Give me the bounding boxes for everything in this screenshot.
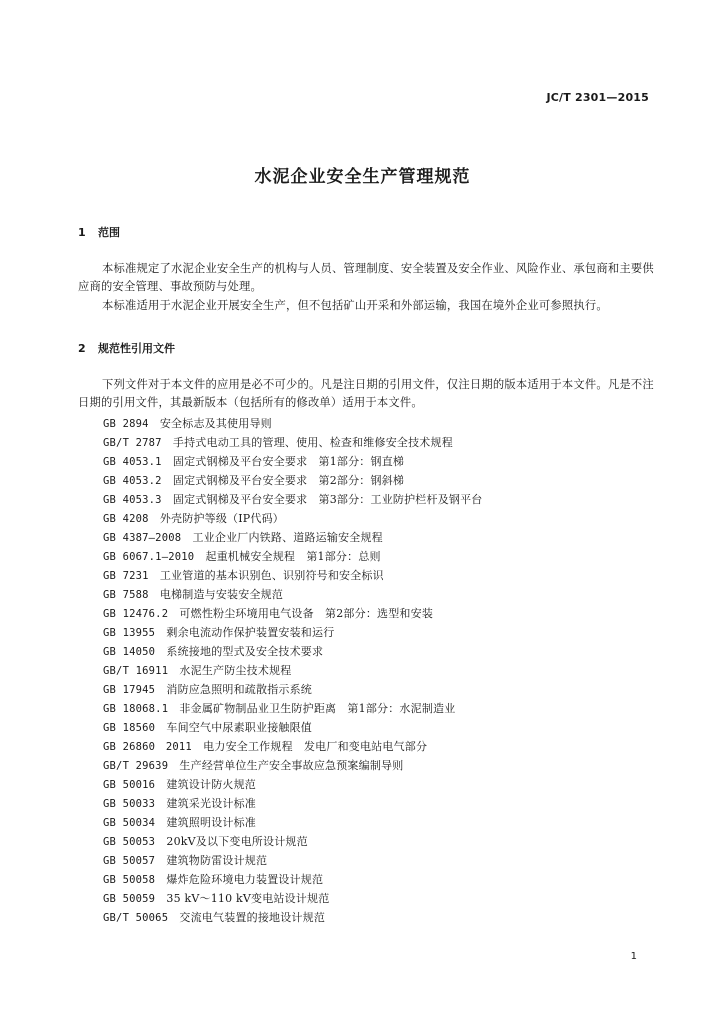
reference-title: 建筑采光设计标准 [166,797,256,810]
reference-separator [168,702,179,715]
reference-separator [155,778,166,791]
reference-code: GB 4053.2 [103,475,162,487]
reference-code: GB/T 2787 [103,437,162,449]
reference-code: GB 4053.1 [103,456,162,468]
reference-title: 建筑物防雷设计规范 [166,854,268,867]
reference-separator [181,531,192,544]
reference-code: GB 50058 [103,874,156,886]
section-heading-scope [78,224,120,240]
reference-title: 起重机械安全规程 第1部分：总则 [205,550,381,563]
document-title: 水泥企业安全生产管理规范 [254,167,471,187]
reference-item [103,566,483,585]
reference-code: GB 50016 [103,779,156,791]
reference-separator [149,588,160,601]
reference-separator [149,512,160,525]
reference-item [103,604,483,623]
reference-item [103,490,483,509]
reference-separator [155,892,166,905]
reference-separator [155,645,166,658]
reference-item [103,832,483,851]
reference-item [103,623,483,642]
reference-code: GB 17945 [103,684,156,696]
reference-item [103,756,483,775]
reference-title: 剩余电流动作保护装置安装和运行 [166,626,335,639]
standard-code: JC/T 2301—2015 [546,91,649,104]
reference-item [103,471,483,490]
reference-title: 外壳防护等级（IP代码） [159,512,285,525]
reference-item [103,699,483,718]
reference-code: GB 26860 2011 [103,741,192,753]
reference-separator [168,607,179,620]
reference-item [103,889,483,908]
reference-title: 系统接地的型式及安全技术要求 [166,645,324,658]
reference-title: 固定式钢梯及平台安全要求 第3部分：工业防护栏杆及钢平台 [172,493,483,506]
reference-separator [155,683,166,696]
reference-code: GB 4387—2008 [103,532,182,544]
reference-separator [155,816,166,829]
reference-title: 交流电气装置的接地设计规范 [179,911,326,924]
reference-item [103,718,483,737]
reference-title: 工业企业厂内铁路、道路运输安全规程 [192,531,383,544]
reference-separator [168,759,179,772]
reference-code: GB 12476.2 [103,608,169,620]
reference-title: 建筑设计防火规范 [166,778,256,791]
reference-title: 手持式电动工具的管理、使用、检查和维修安全技术规程 [172,436,453,449]
reference-code: GB 4208 [103,513,149,525]
reference-separator [162,493,173,506]
reference-code: GB 18068.1 [103,703,169,715]
reference-separator [168,911,179,924]
scope-paragraph-1: 本标准规定了水泥企业安全生产的机构与人员、管理制度、安全装置及安全作业、风险作业、承包商和主要供应商的安全管理、事故预防与处理。 [78,262,654,293]
reference-code: GB 6067.1—2010 [103,551,195,563]
reference-code: GB/T 29639 [103,760,169,772]
reference-title: 可燃性粉尘环境用电气设备 第2部分：选型和安装 [179,607,434,620]
reference-title: 非金属矿物制品业卫生防护距离 第1部分：水泥制造业 [179,702,456,715]
reference-separator [162,474,173,487]
reference-item [103,661,483,680]
reference-separator [194,550,205,563]
reference-code: GB/T 16911 [103,665,169,677]
reference-title: 固定式钢梯及平台安全要求 第1部分：钢直梯 [172,455,405,468]
reference-title: 安全标志及其使用导则 [159,417,272,430]
reference-title: 水泥生产防尘技术规程 [179,664,292,677]
reference-code: GB 4053.3 [103,494,162,506]
page-number: 1 [630,951,637,962]
reference-code: GB 50033 [103,798,156,810]
reference-title: 35 kV～110 kV变电站设计规范 [166,892,330,905]
reference-code: GB 13955 [103,627,156,639]
reference-code: GB/T 50065 [103,912,169,924]
reference-item [103,794,483,813]
reference-title: 建筑照明设计标准 [166,816,256,829]
reference-item [103,547,483,566]
reference-separator [155,797,166,810]
reference-separator [149,569,160,582]
reference-item [103,737,483,756]
reference-code: GB 2894 [103,418,149,430]
reference-item [103,414,483,433]
reference-separator [155,626,166,639]
reference-separator [168,664,179,677]
reference-item [103,509,483,528]
reference-separator [149,417,160,430]
reference-item [103,585,483,604]
reference-code: GB 18560 [103,722,156,734]
reference-title: 20kV及以下变电所设计规范 [166,835,308,848]
reference-item [103,813,483,832]
reference-code: GB 50059 [103,893,156,905]
reference-separator [155,835,166,848]
reference-title: 生产经营单位生产安全事故应急预案编制导则 [179,759,404,772]
reference-item [103,908,483,927]
references-intro-paragraph: 下列文件对于本文件的应用是必不可少的。凡是注日期的引用文件，仅注日期的版本适用于本文件。凡是不注日期的引用文件，其最新版本（包括所有的修改单）适用于本文件。 [78,378,654,409]
reference-item [103,452,483,471]
reference-item [103,775,483,794]
reference-item [103,870,483,889]
reference-title: 电梯制造与安装安全规范 [159,588,284,601]
reference-code: GB 50053 [103,836,156,848]
scope-paragraph-2: 本标准适用于水泥企业开展安全生产，但不包括矿山开采和外部运输，我国在境外企业可参照执行。 [102,299,608,312]
reference-separator [162,436,173,449]
normative-reference-list [103,414,483,927]
reference-title: 固定式钢梯及平台安全要求 第2部分：钢斜梯 [172,474,405,487]
section-title: 规范性引用文件 [98,342,175,355]
reference-title: 爆炸危险环境电力装置设计规范 [166,873,324,886]
reference-code: GB 50057 [103,855,156,867]
reference-code: GB 7231 [103,570,149,582]
reference-item [103,642,483,661]
section-heading-references [78,340,175,356]
reference-separator [162,455,173,468]
reference-separator [155,854,166,867]
section-number: 2 [78,342,86,355]
reference-code: GB 14050 [103,646,156,658]
reference-item [103,433,483,452]
reference-item [103,851,483,870]
reference-item [103,528,483,547]
reference-separator [155,873,166,886]
section-number: 1 [78,226,86,239]
section-title: 范围 [98,226,120,239]
reference-separator [192,740,203,753]
reference-title: 工业管道的基本识别色、识别符号和安全标识 [159,569,384,582]
reference-code: GB 7588 [103,589,149,601]
reference-title: 车间空气中尿素职业接触限值 [166,721,312,734]
reference-title: 消防应急照明和疏散指示系统 [166,683,312,696]
reference-separator [155,721,166,734]
reference-title: 电力安全工作规程 发电厂和变电站电气部分 [203,740,428,753]
reference-code: GB 50034 [103,817,156,829]
reference-item [103,680,483,699]
